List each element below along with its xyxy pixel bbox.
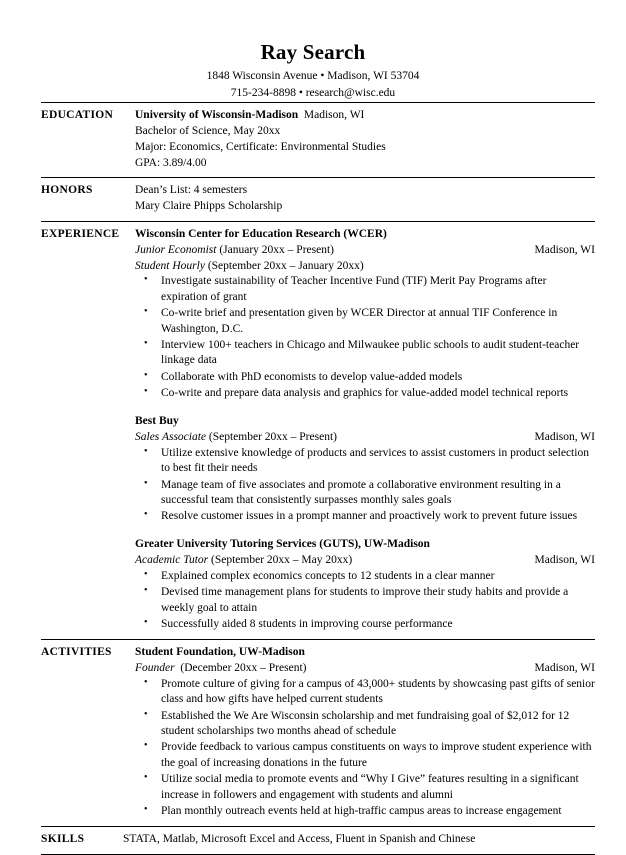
experience-location: Madison, WI xyxy=(534,554,595,567)
section-label-experience: EXPERIENCE xyxy=(41,227,120,240)
experience-bullet: • Co-write brief and presentation given by WCER Director at annual TIF Conference in Washington, D.C. xyxy=(135,306,595,338)
section-experience xyxy=(41,222,595,640)
experience-bullet: • Resolve customer issues in a prompt manner and proactively work to prevent future issues xyxy=(135,509,595,525)
experience-secondary-role-title: Student Hourly xyxy=(135,259,205,272)
experience-role-line xyxy=(135,552,595,568)
activities-role-line xyxy=(135,660,595,676)
education-degree: Bachelor of Science, May 20xx xyxy=(135,124,281,137)
experience-role-dates xyxy=(135,242,334,258)
experience-secondary-role-line xyxy=(135,258,595,274)
experience-entry xyxy=(135,413,595,525)
experience-role-title: Junior Economist xyxy=(135,243,217,256)
experience-role-line xyxy=(135,429,595,445)
activities-organization: Student Foundation, UW-Madison xyxy=(135,646,305,659)
experience-bullet: • Explained complex economics concepts to 12 students in a clear manner xyxy=(135,569,595,585)
address-line: 1848 Wisconsin Avenue • Madison, WI 53704 xyxy=(206,70,420,83)
experience-bullet-list xyxy=(135,569,595,634)
activities-bullet: • Provide feedback to various campus constituents on ways to improve student experience with the goal of increasing donations in the future xyxy=(135,740,595,772)
experience-location: Madison, WI xyxy=(534,243,595,256)
experience-dates: (September 20xx – Present) xyxy=(206,431,337,444)
experience-role-line xyxy=(135,242,595,258)
experience-bullet: • Collaborate with PhD economists to develop value-added models xyxy=(135,369,595,385)
experience-bullet-list xyxy=(135,445,595,525)
experience-organization: Best Buy xyxy=(135,415,179,428)
experience-organization: Wisconsin Center for Education Research (WCER) xyxy=(135,227,387,240)
section-education xyxy=(41,103,595,177)
honors-item: Dean’s List: 4 semesters xyxy=(135,183,248,196)
activities-entry xyxy=(135,644,595,820)
resume-header xyxy=(0,0,626,102)
experience-bullet: • Successfully aided 8 students in improving course performance xyxy=(135,617,595,633)
section-label-skills: SKILLS xyxy=(41,832,85,845)
experience-bullet-list xyxy=(135,274,595,402)
experience-role-title: Sales Associate xyxy=(135,431,207,444)
section-honors xyxy=(41,178,595,221)
section-skills xyxy=(41,827,595,854)
experience-bullet: • Investigate sustainability of Teacher Incentive Fund (TIF) Merit Pay Programs after expiration of grant xyxy=(135,274,595,306)
activities-bullet: • Promote culture of giving for a campus of 43,000+ students by showcasing past gifts of senior class and how gifts have helped current students xyxy=(135,676,595,708)
experience-entry xyxy=(135,536,595,633)
experience-location: Madison, WI xyxy=(534,431,595,444)
experience-secondary-role-dates: (September 20xx – January 20xx) xyxy=(204,259,364,272)
contact-line: 715-234-8898 • research@wisc.edu xyxy=(230,86,396,99)
section-activities xyxy=(41,640,595,826)
experience-bullet: • Interview 100+ teachers in Chicago and Milwaukee public schools to audit student-teacher linkage data xyxy=(135,337,595,369)
activities-location: Madison, WI xyxy=(534,662,595,675)
activities-role-dates xyxy=(135,660,307,676)
honors-item: Mary Claire Phipps Scholarship xyxy=(135,200,283,213)
experience-bullet: • Utilize extensive knowledge of products and services to assist customers in product selection to best fit their needs xyxy=(135,445,595,477)
experience-dates: (September 20xx – May 20xx) xyxy=(208,554,353,567)
education-location: Madison, WI xyxy=(303,108,365,121)
section-body-experience xyxy=(135,226,595,634)
activities-bullet: • Plan monthly outreach events held at high-traffic campus areas to increase engagement xyxy=(135,804,595,820)
section-label-education: EDUCATION xyxy=(41,108,114,121)
activities-dates: (December 20xx – Present) xyxy=(174,662,307,675)
skills-text: STATA, Matlab, Microsoft Excel and Access, Fluent in Spanish and Chinese xyxy=(123,832,476,845)
experience-role-dates xyxy=(135,429,337,445)
activities-bullet: • Established the We Are Wisconsin scholarship and met fundraising goal of $2,012 for 12 student scholarships two months ahead of schedule xyxy=(135,708,595,740)
section-body-honors xyxy=(135,182,595,215)
experience-entry xyxy=(135,226,595,403)
education-major: Major: Economics, Certificate: Environmental Studies xyxy=(135,140,386,153)
experience-bullet: • Devised time management plans for students to improve their study habits and provide a weekly goal to attain xyxy=(135,585,595,617)
section-body-activities xyxy=(135,644,595,820)
activities-role-title: Founder xyxy=(135,662,175,675)
experience-bullet: • Co-write and prepare data analysis and graphics for value-added model technical reports xyxy=(135,386,595,402)
section-label-activities: ACTIVITIES xyxy=(41,646,112,659)
activities-bullet-list xyxy=(135,676,595,820)
education-school-line xyxy=(135,107,595,123)
experience-bullet: • Manage team of five associates and promote a collaborative environment resulting in a successful team that consistently surpasses monthly sales goals xyxy=(135,477,595,509)
section-body-education xyxy=(135,107,595,171)
experience-organization: Greater University Tutoring Services (GUTS), UW-Madison xyxy=(135,538,430,551)
experience-dates: (January 20xx – Present) xyxy=(216,243,334,256)
experience-role-title: Academic Tutor xyxy=(135,554,209,567)
section-label-honors: HONORS xyxy=(41,183,93,196)
resume-body xyxy=(41,102,595,855)
education-school: University of Wisconsin-Madison xyxy=(135,108,299,121)
activities-bullet: • Utilize social media to promote events and “Why I Give” features resulting in a significant increase in followers and engagement with students and alumni xyxy=(135,772,595,804)
education-gpa: GPA: 3.89/4.00 xyxy=(135,156,207,169)
section-body-skills xyxy=(123,831,595,847)
experience-role-dates xyxy=(135,552,352,568)
candidate-name: Ray Search xyxy=(260,40,366,64)
